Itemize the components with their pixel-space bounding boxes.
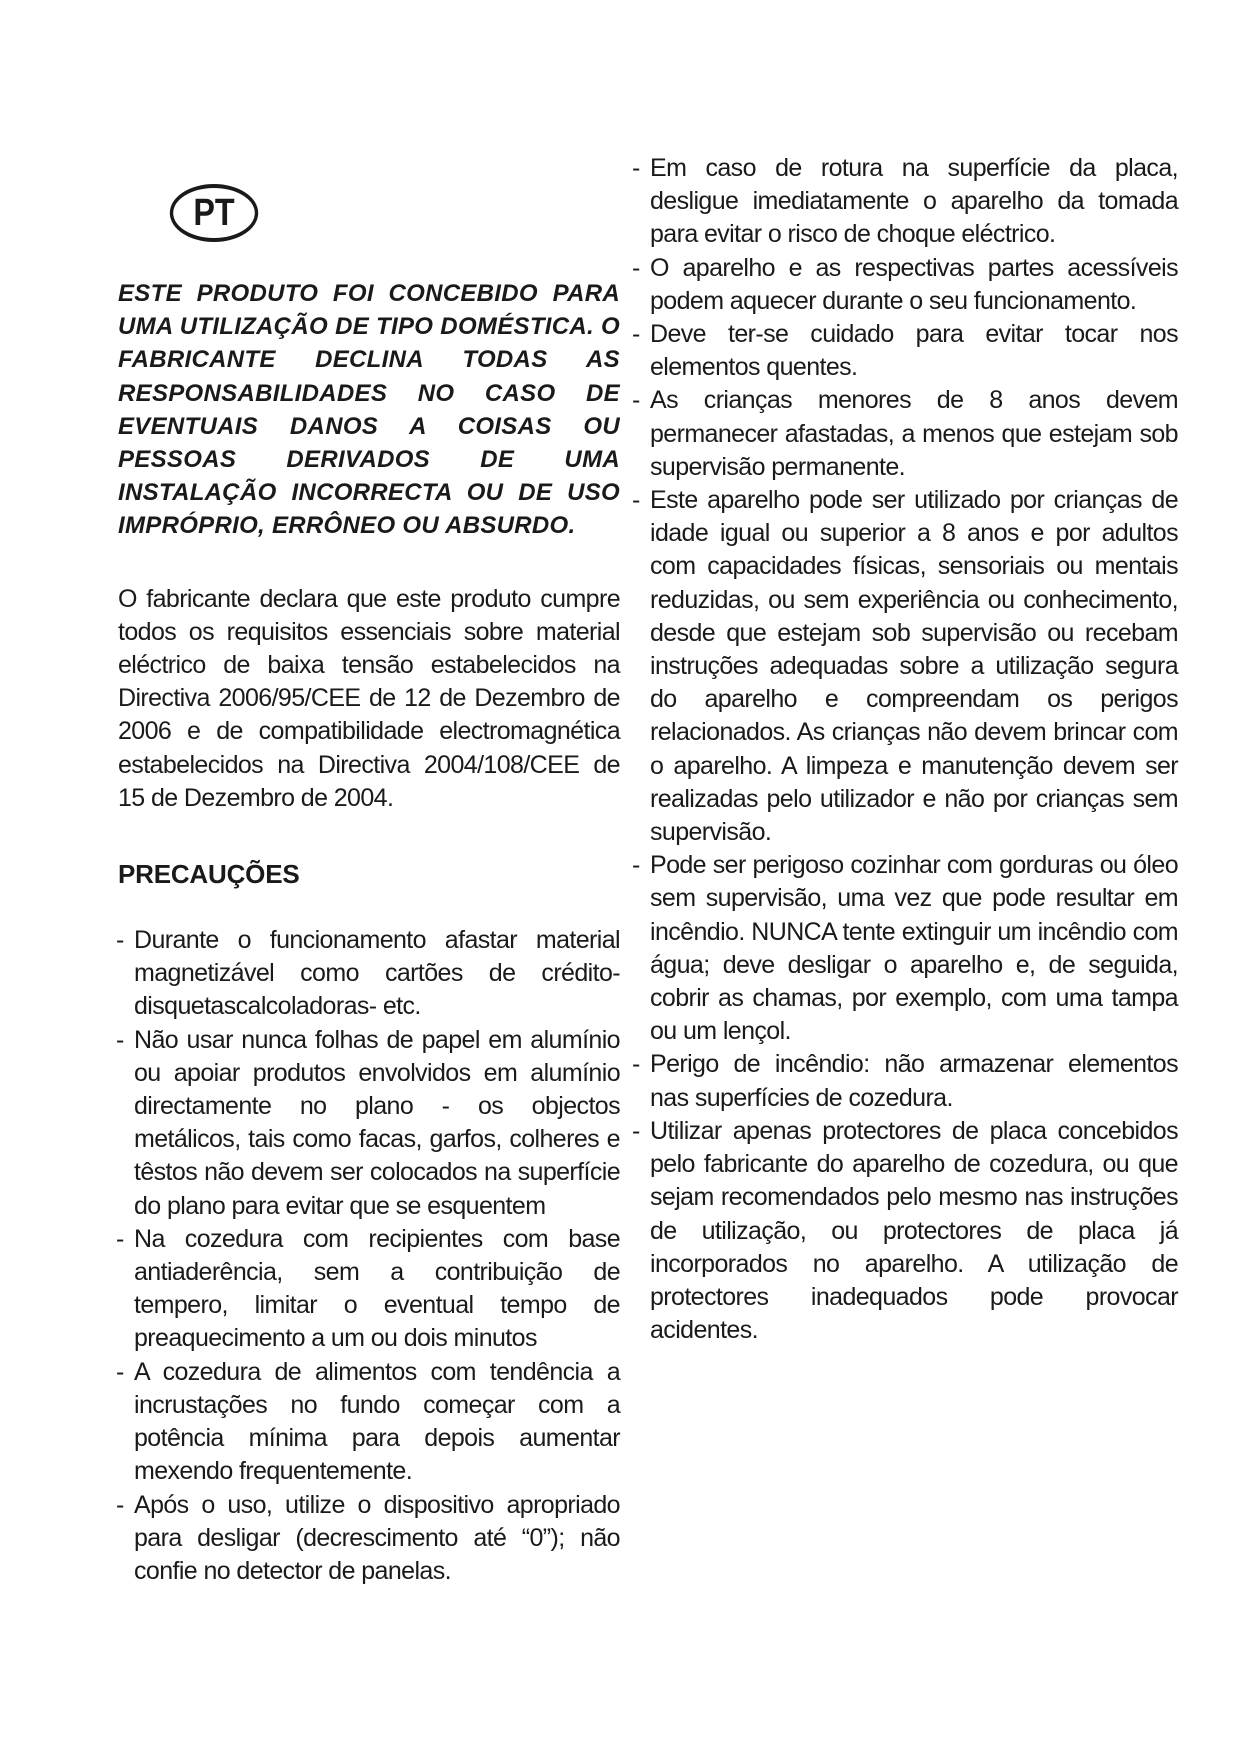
precautions-heading: PRECAUÇÕES bbox=[118, 859, 300, 890]
bullet-dash: - bbox=[632, 851, 640, 880]
list-item-text: Não usar nunca folhas de papel em alumínio ou apoiar produtos envolvidos em alumínio directamente no plano - os objectos metálicos, tais como facas, garfos, colheres e têstos não devem ser colocados na superfície do plano para evitar que se esquentem bbox=[134, 1025, 620, 1220]
list-item bbox=[632, 152, 1178, 252]
bullet-dash: - bbox=[632, 320, 640, 349]
bullet-dash: - bbox=[632, 253, 640, 282]
list-item bbox=[632, 1115, 1178, 1347]
list-item bbox=[118, 1223, 620, 1356]
list-item-text: Em caso de rotura na superfície da placa, desligue imediatamente o aparelho da tomada para evitar o risco de choque eléctrico. bbox=[650, 154, 1178, 249]
list-item bbox=[118, 1024, 620, 1223]
list-item-text: Utilizar apenas protectores de placa concebidos pelo fabricante do aparelho de cozedura, ou que sejam recomendados pelo mesmo nas instruções de utilização, ou protectores de placa já incorporados no aparelho. A utilização de protectores inadequados pode provocar acidentes. bbox=[650, 1116, 1178, 1345]
bullet-dash: - bbox=[632, 1050, 640, 1079]
bullet-dash: - bbox=[116, 926, 124, 955]
language-badge bbox=[170, 184, 258, 242]
list-item bbox=[632, 384, 1178, 484]
list-item-text: Deve ter-se cuidado para evitar tocar nos elementos quentes. bbox=[650, 320, 1178, 382]
list-item-text: O aparelho e as respectivas partes acessíveis podem aquecer durante o seu funcionamento. bbox=[650, 253, 1178, 315]
list-item bbox=[632, 252, 1178, 318]
list-item bbox=[632, 318, 1178, 384]
list-item-text: Na cozedura com recipientes com base antiaderência, sem a contribuição de tempero, limitar o eventual tempo de preaquecimento a um ou dois minutos bbox=[134, 1224, 620, 1353]
bullet-dash: - bbox=[632, 154, 640, 182]
list-item bbox=[632, 484, 1178, 849]
list-item bbox=[118, 1489, 620, 1589]
list-item-text: Perigo de incêndio: não armazenar elementos nas superfícies de cozedura. bbox=[650, 1050, 1178, 1112]
bullet-dash: - bbox=[632, 1116, 640, 1145]
list-item bbox=[118, 924, 620, 1024]
bullet-dash: - bbox=[116, 1490, 124, 1519]
disclaimer-text: ESTE PRODUTO FOI CONCEBIDO PARA UMA UTILIZAÇÃO DE TIPO DOMÉSTICA. O FABRICANTE DECLINA TODAS AS RESPONSABILIDADES NO CASO DE EVENTUAIS DANOS A COISAS OU PESSOAS DERIVADOS DE UMA INSTALAÇÃO INCORRECTA OU DE USO IMPRÓPRIO, ERRÔNEO OU ABSURDO. bbox=[118, 280, 620, 540]
bullet-dash: - bbox=[116, 1025, 124, 1054]
bullet-dash: - bbox=[632, 486, 640, 515]
list-item bbox=[632, 1048, 1178, 1114]
list-item-text: Após o uso, utilize o dispositivo apropriado para desligar (decrescimento até “0”); não confie no detector de panelas. bbox=[134, 1490, 620, 1585]
list-item bbox=[632, 849, 1178, 1048]
left-column bbox=[118, 277, 620, 1588]
left-precautions-list bbox=[118, 924, 620, 1588]
right-column bbox=[632, 152, 1178, 1347]
list-item-text: Este aparelho pode ser utilizado por crianças de idade igual ou superior a 8 anos e por adultos com capacidades físicas, sensoriais ou mentais reduzidas, ou sem experiência ou conhecimento, desde que estejam sob supervisão ou recebam instruções adequadas sobre a utilização segura do aparelho e compreendam os perigos relacionados. As crianças não devem brincar com o aparelho. A limpeza e manutenção devem ser realizadas pelo utilizador e não por crianças sem supervisão. bbox=[650, 486, 1178, 847]
language-badge-label: PT bbox=[193, 191, 235, 234]
bullet-dash: - bbox=[116, 1357, 124, 1386]
list-item-text: A cozedura de alimentos com tendência a incrustações no fundo começar com a potência mínima para depois aumentar mexendo frequentemente. bbox=[134, 1357, 620, 1486]
bullet-dash: - bbox=[632, 386, 640, 415]
list-item bbox=[118, 1356, 620, 1489]
list-item-text: As crianças menores de 8 anos devem permanecer afastadas, a menos que estejam sob supervisão permanente. bbox=[650, 386, 1178, 481]
right-precautions-list bbox=[632, 152, 1178, 1347]
list-item-text: Pode ser perigoso cozinhar com gorduras ou óleo sem supervisão, uma vez que pode resultar em incêndio. NUNCA tente extinguir um incêndio com água; deve desligar o aparelho e, de seguida, cobrir as chamas, por exemplo, com uma tampa ou um lençol. bbox=[650, 851, 1178, 1046]
declaration-text: O fabricante declara que este produto cumpre todos os requisitos essenciais sobre material eléctrico de baixa tensão estabelecidos na Directiva 2006/95/CEE de 12 de Dezembro de 2006 e de compatibilidade electromagnética estabelecidos na Directiva 2004/108/CEE de 15 de Dezembro de 2004. bbox=[118, 584, 620, 812]
bullet-dash: - bbox=[116, 1224, 124, 1253]
list-item-text: Durante o funcionamento afastar material magnetizável como cartões de crédito-disquetascalcoladoras- etc. bbox=[134, 926, 620, 1021]
